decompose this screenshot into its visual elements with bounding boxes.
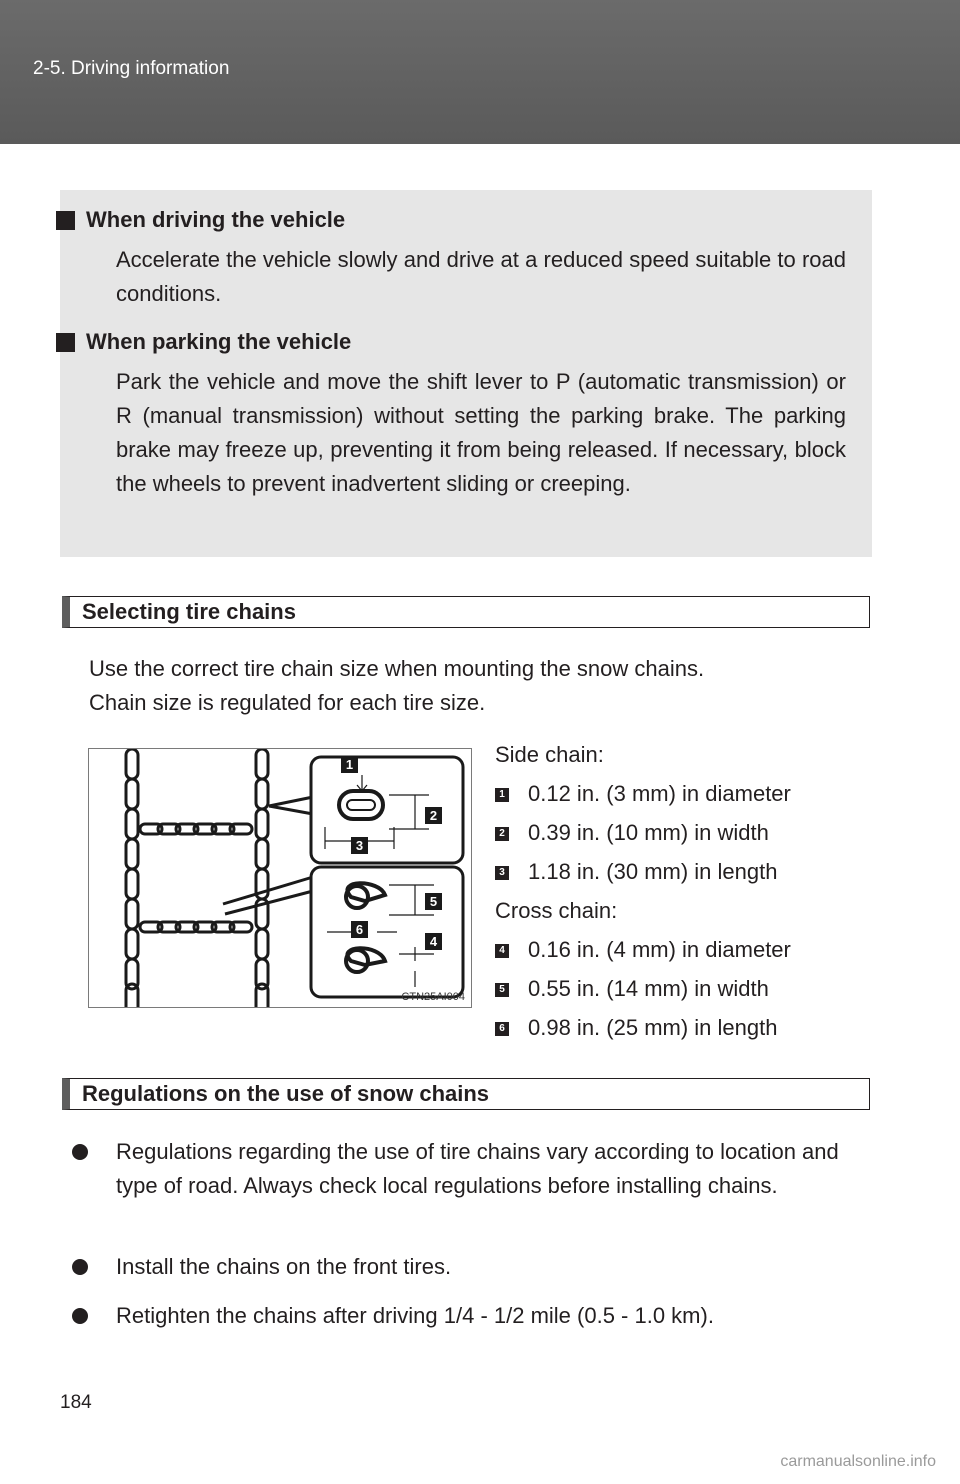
note-heading: When parking the vehicle xyxy=(86,329,352,354)
cross-link-detail-panel xyxy=(311,867,463,997)
callout-4: 4 xyxy=(429,934,438,949)
callout-2: 2 xyxy=(429,808,438,823)
spec-item: 6 0.98 in. (25 mm) in length xyxy=(495,1011,791,1050)
chain-illustration xyxy=(89,749,471,1007)
bullet-item: Install the chains on the front tires. xyxy=(72,1250,872,1284)
number-badge: 6 xyxy=(495,1022,509,1036)
number-badge: 1 xyxy=(495,788,509,802)
number-badge: 5 xyxy=(495,983,509,997)
spec-item: 3 1.18 in. (30 mm) in length xyxy=(495,855,791,894)
side-chain-heading: Side chain: xyxy=(495,742,604,767)
number-badge: 3 xyxy=(495,866,509,880)
bullet-item: Regulations regarding the use of tire chains vary according to location and type of road. Always check local regulations before installing chains. xyxy=(72,1135,872,1203)
section-heading-tire-chains: Selecting tire chains xyxy=(62,596,870,628)
spec-item: 1 0.12 in. (3 mm) in diameter xyxy=(495,777,791,816)
callout-5: 5 xyxy=(429,894,438,909)
note-heading: When driving the vehicle xyxy=(86,207,346,232)
section-heading-regulations: Regulations on the use of snow chains xyxy=(62,1078,870,1110)
spec-item: 2 0.39 in. (10 mm) in width xyxy=(495,816,791,855)
square-bullet-icon xyxy=(56,333,75,352)
bullet-dot-icon xyxy=(72,1308,88,1324)
page-number: 184 xyxy=(60,1392,92,1413)
spec-item: 4 0.16 in. (4 mm) in diameter xyxy=(495,933,791,972)
callout-1: 1 xyxy=(345,757,354,772)
side-chain-right xyxy=(256,749,268,1007)
cross-chain-upper xyxy=(140,824,252,834)
note-driving xyxy=(86,203,846,311)
intro-line-2: Chain size is regulated for each tire size. xyxy=(89,690,486,715)
tire-chain-diagram xyxy=(88,748,472,1008)
section-breadcrumb: 2-5. Driving information xyxy=(33,58,230,79)
bullet-dot-icon xyxy=(72,1259,88,1275)
chain-specifications xyxy=(495,738,791,1050)
note-parking xyxy=(86,325,846,501)
side-chain-left xyxy=(126,749,138,1007)
number-badge: 4 xyxy=(495,944,509,958)
note-body: Park the vehicle and move the shift lever to P (automatic transmission) or R (manual transmission) without setting the parking brake. The parking brake may freeze up, preventing it from being released. If necessary, block the wheels to prevent inadvertent sliding or creeping. xyxy=(116,369,846,496)
info-box xyxy=(60,190,872,557)
intro-line-1: Use the correct tire chain size when mounting the snow chains. xyxy=(89,656,705,681)
watermark: carmanualsonline.info xyxy=(780,1453,936,1470)
note-body: Accelerate the vehicle slowly and drive at a reduced speed suitable to road conditions. xyxy=(116,247,846,306)
figure-code: CTN25AI004 xyxy=(401,991,465,1003)
square-bullet-icon xyxy=(56,211,75,230)
callout-3: 3 xyxy=(355,838,364,853)
spec-item: 5 0.55 in. (14 mm) in width xyxy=(495,972,791,1011)
number-badge: 2 xyxy=(495,827,509,841)
cross-chain-lower xyxy=(140,922,252,932)
bullet-item: Retighten the chains after driving 1/4 - 1/2 mile (0.5 - 1.0 km). xyxy=(72,1299,872,1333)
cross-chain-heading: Cross chain: xyxy=(495,898,618,923)
callout-6: 6 xyxy=(355,922,364,937)
bullet-dot-icon xyxy=(72,1144,88,1160)
page-header xyxy=(0,0,960,144)
